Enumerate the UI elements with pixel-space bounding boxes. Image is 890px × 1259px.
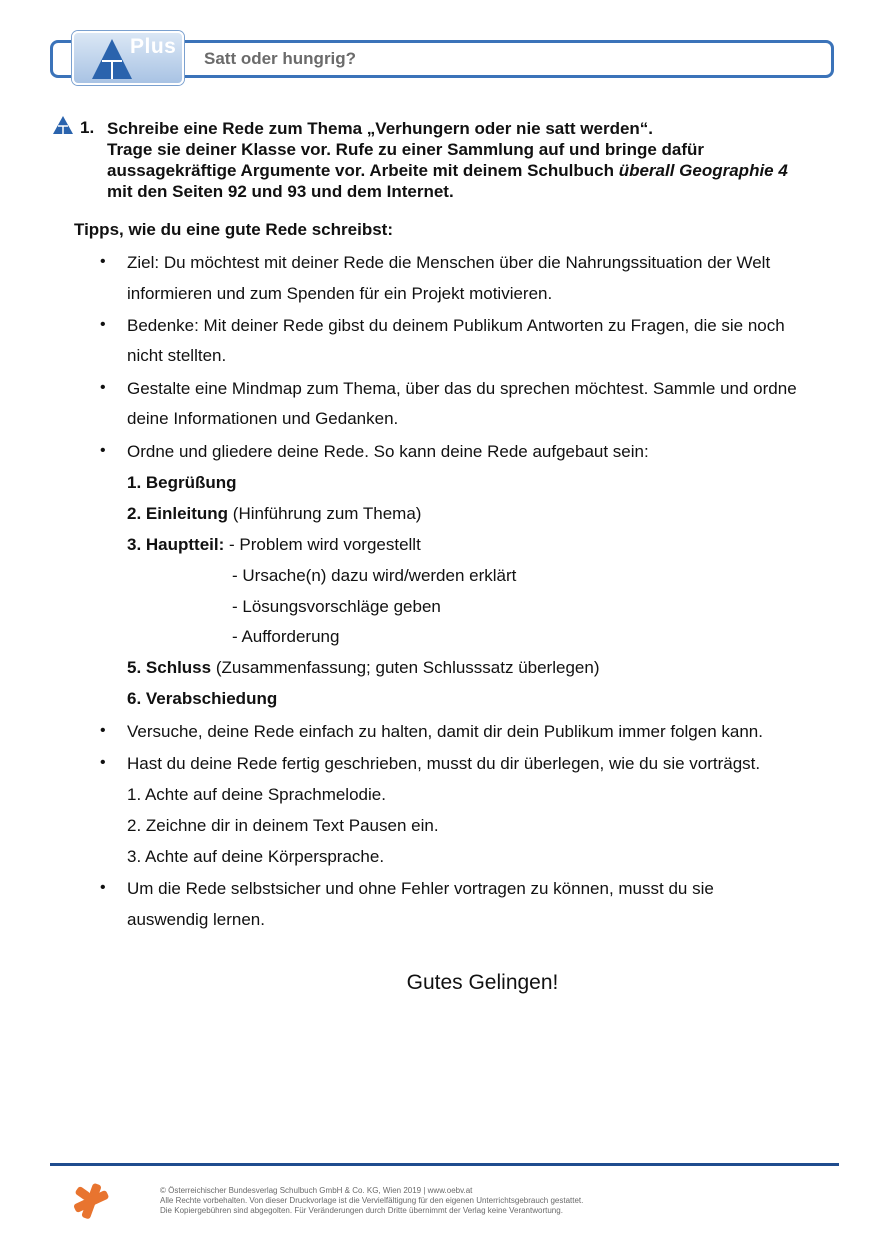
oebv-logo-icon [70,1181,112,1221]
structure-item [127,658,599,678]
task-line [107,160,847,181]
structure-subitem: - Ursache(n) dazu wird/werden erklärt [232,566,517,585]
pyramid-icon [52,115,74,135]
pyramid-icon [90,37,134,81]
numbered-item: 1. Achte auf deine Sprachmelodie. [127,785,386,804]
structure-item [127,504,421,524]
bullet-icon: • [100,722,106,739]
structure-label: 5. Schluss [127,658,212,677]
structure-desc: - Problem wird vorgestellt [224,535,421,554]
structure-item: 6. Verabschiedung [127,689,278,708]
task-line: Trage sie deiner Klasse vor. Rufe zu einer Sammlung auf und bringe dafür [107,140,705,159]
list-item: Ziel: Du möchtest mit deiner Rede die Menschen über die Nahrungssituation der Welt [127,253,771,272]
footer-line: Die Kopiergebühren sind abgegolten. Für Veränderungen durch Dritte übernimmt der Verlag keine Verantwortung. [160,1206,563,1215]
list-item: Hast du deine Rede fertig geschrieben, musst du dir überlegen, wie du sie vorträgst. [127,754,761,773]
footer-divider [50,1163,839,1166]
list-item: deine Informationen und Gedanken. [127,409,399,428]
list-item: Versuche, deine Rede einfach zu halten, damit dir dein Publikum immer folgen kann. [127,722,763,741]
task-line: Schreibe eine Rede zum Thema „Verhungern oder nie satt werden“. [107,119,654,138]
bullet-icon: • [100,442,106,459]
footer-line: © Österreichischer Bundesverlag Schulbuch GmbH & Co. KG, Wien 2019 | www.oebv.at [160,1186,473,1195]
tips-heading: Tipps, wie du eine gute Rede schreibst: [74,220,393,239]
structure-item [127,535,421,555]
structure-subitem: - Aufforderung [232,627,340,646]
bullet-icon: • [100,316,106,333]
structure-label: 3. Hauptteil: [127,535,225,554]
list-item: Um die Rede selbstsicher und ohne Fehler vortragen zu können, musst du sie [127,879,714,898]
list-item: Ordne und gliedere deine Rede. So kann deine Rede aufgebaut sein: [127,442,649,461]
structure-desc: (Hinführung zum Thema) [228,504,422,523]
task-line-text: aussagekräftige Argumente vor. Arbeite mit deinem Schulbuch [107,161,619,180]
schoolbook-title: überall Geographie 4 [618,161,788,180]
footer-line: Alle Rechte vorbehalten. Von dieser Druckvorlage ist die Vervielfältigung für den eigenen Unterrichtsgebrauch gestattet. [160,1196,584,1205]
list-item: nicht stellten. [127,346,227,365]
structure-item: 1. Begrüßung [127,473,237,492]
bullet-icon: • [100,754,106,771]
numbered-item: 2. Zeichne dir in deinem Text Pausen ein. [127,816,439,835]
closing-text: Gutes Gelingen! [406,971,559,994]
logo-plus-text: Plus [130,35,177,58]
numbered-item: 3. Achte auf deine Körpersprache. [127,847,385,866]
footer-copyright [160,1186,583,1216]
structure-subitem: - Lösungsvorschläge geben [232,597,441,616]
task-line: mit den Seiten 92 und 93 und dem Internet. [107,182,454,201]
bullet-icon: • [100,253,106,270]
list-item: Gestalte eine Mindmap zum Thema, über das du sprechen möchtest. Sammle und ordne [127,379,797,398]
list-item: Bedenke: Mit deiner Rede gibst du deinem Publikum Antworten zu Fragen, die sie noch [127,316,785,335]
plus-logo [72,31,184,85]
list-item: informieren und zum Spenden für ein Projekt motivieren. [127,284,553,303]
bullet-icon: • [100,379,106,396]
structure-desc: (Zusammenfassung; guten Schlusssatz überlegen) [211,658,600,677]
bullet-icon: • [100,879,106,896]
list-item: auswendig lernen. [127,910,265,929]
task-number: 1. [80,118,95,137]
structure-label: 2. Einleitung [127,504,229,523]
task-text [107,118,847,202]
page-title: Satt oder hungrig? [204,49,357,68]
